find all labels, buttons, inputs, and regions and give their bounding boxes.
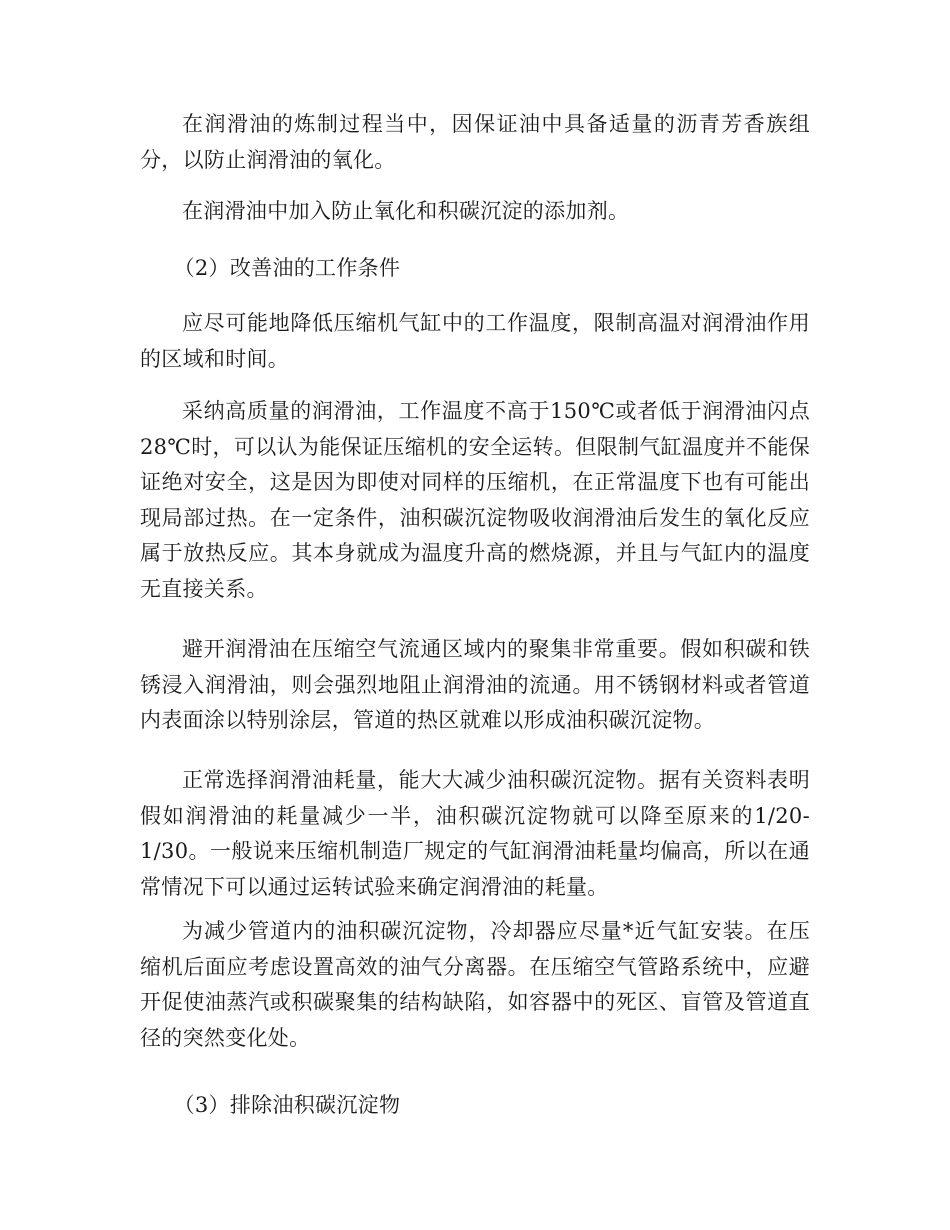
section-heading-3: （3）排除油积碳沉淀物	[173, 1093, 401, 1117]
paragraph-additive: 在润滑油中加入防止氧化和积碳沉淀的添加剂。	[182, 199, 630, 223]
paragraph-avoid-accumulation: 避开润滑油在压缩空气流通区域内的聚集非常重要。假如积碳和铁锈浸入润滑油，则会强烈地阻止润滑油的流通。用不锈钢材料或者管道内表面涂以特别涂层，管道的热区就难以形成油积碳沉淀物。	[140, 637, 810, 732]
paragraph-lower-temperature: 应尽可能地降低压缩机气缸中的工作温度，限制高温对润滑油作用的区域和时间。	[140, 311, 810, 371]
paragraph-reduce-deposits: 为减少管道内的油积碳沉淀物，冷却器应尽量*近气缸安装。在压缩机后面应考虑设置高效的油气分离器。在压缩空气管路系统中，应避开促使油蒸汽或积碳聚集的结构缺陷，如容器中的死区、盲管及管道直径的突然变化处。	[140, 919, 810, 1050]
paragraph-oil-consumption: 正常选择润滑油耗量，能大大减少油积碳沉淀物。据有关资料表明假如润滑油的耗量减少一半，油积碳沉淀物就可以降至原来的1/20-1/30。一般说来压缩机制造厂规定的气缸润滑油耗量均偏高，所以在通常情况下可以通过运转试验来确定润滑油的耗量。	[140, 768, 810, 899]
paragraph-high-quality-oil: 采纳高质量的润滑油，工作温度不高于150℃或者低于润滑油闪点28℃时，可以认为能保证压缩机的安全运转。但限制气缸温度并不能保证绝对安全，这是因为即使对同样的压缩机，在正常温度下也有可能出现局部过热。在一定条件，油积碳沉淀物吸收润滑油后发生的氧化反应属于放热反应。其本身就成为温度升高的燃烧源，并且与气缸内的温度无直接关系。	[140, 399, 810, 601]
section-heading-2: （2）改善油的工作条件	[173, 256, 401, 280]
paragraph-refining: 在润滑油的炼制过程当中，因保证油中具备适量的沥青芳香族组分，以防止润滑油的氧化。	[140, 112, 810, 172]
